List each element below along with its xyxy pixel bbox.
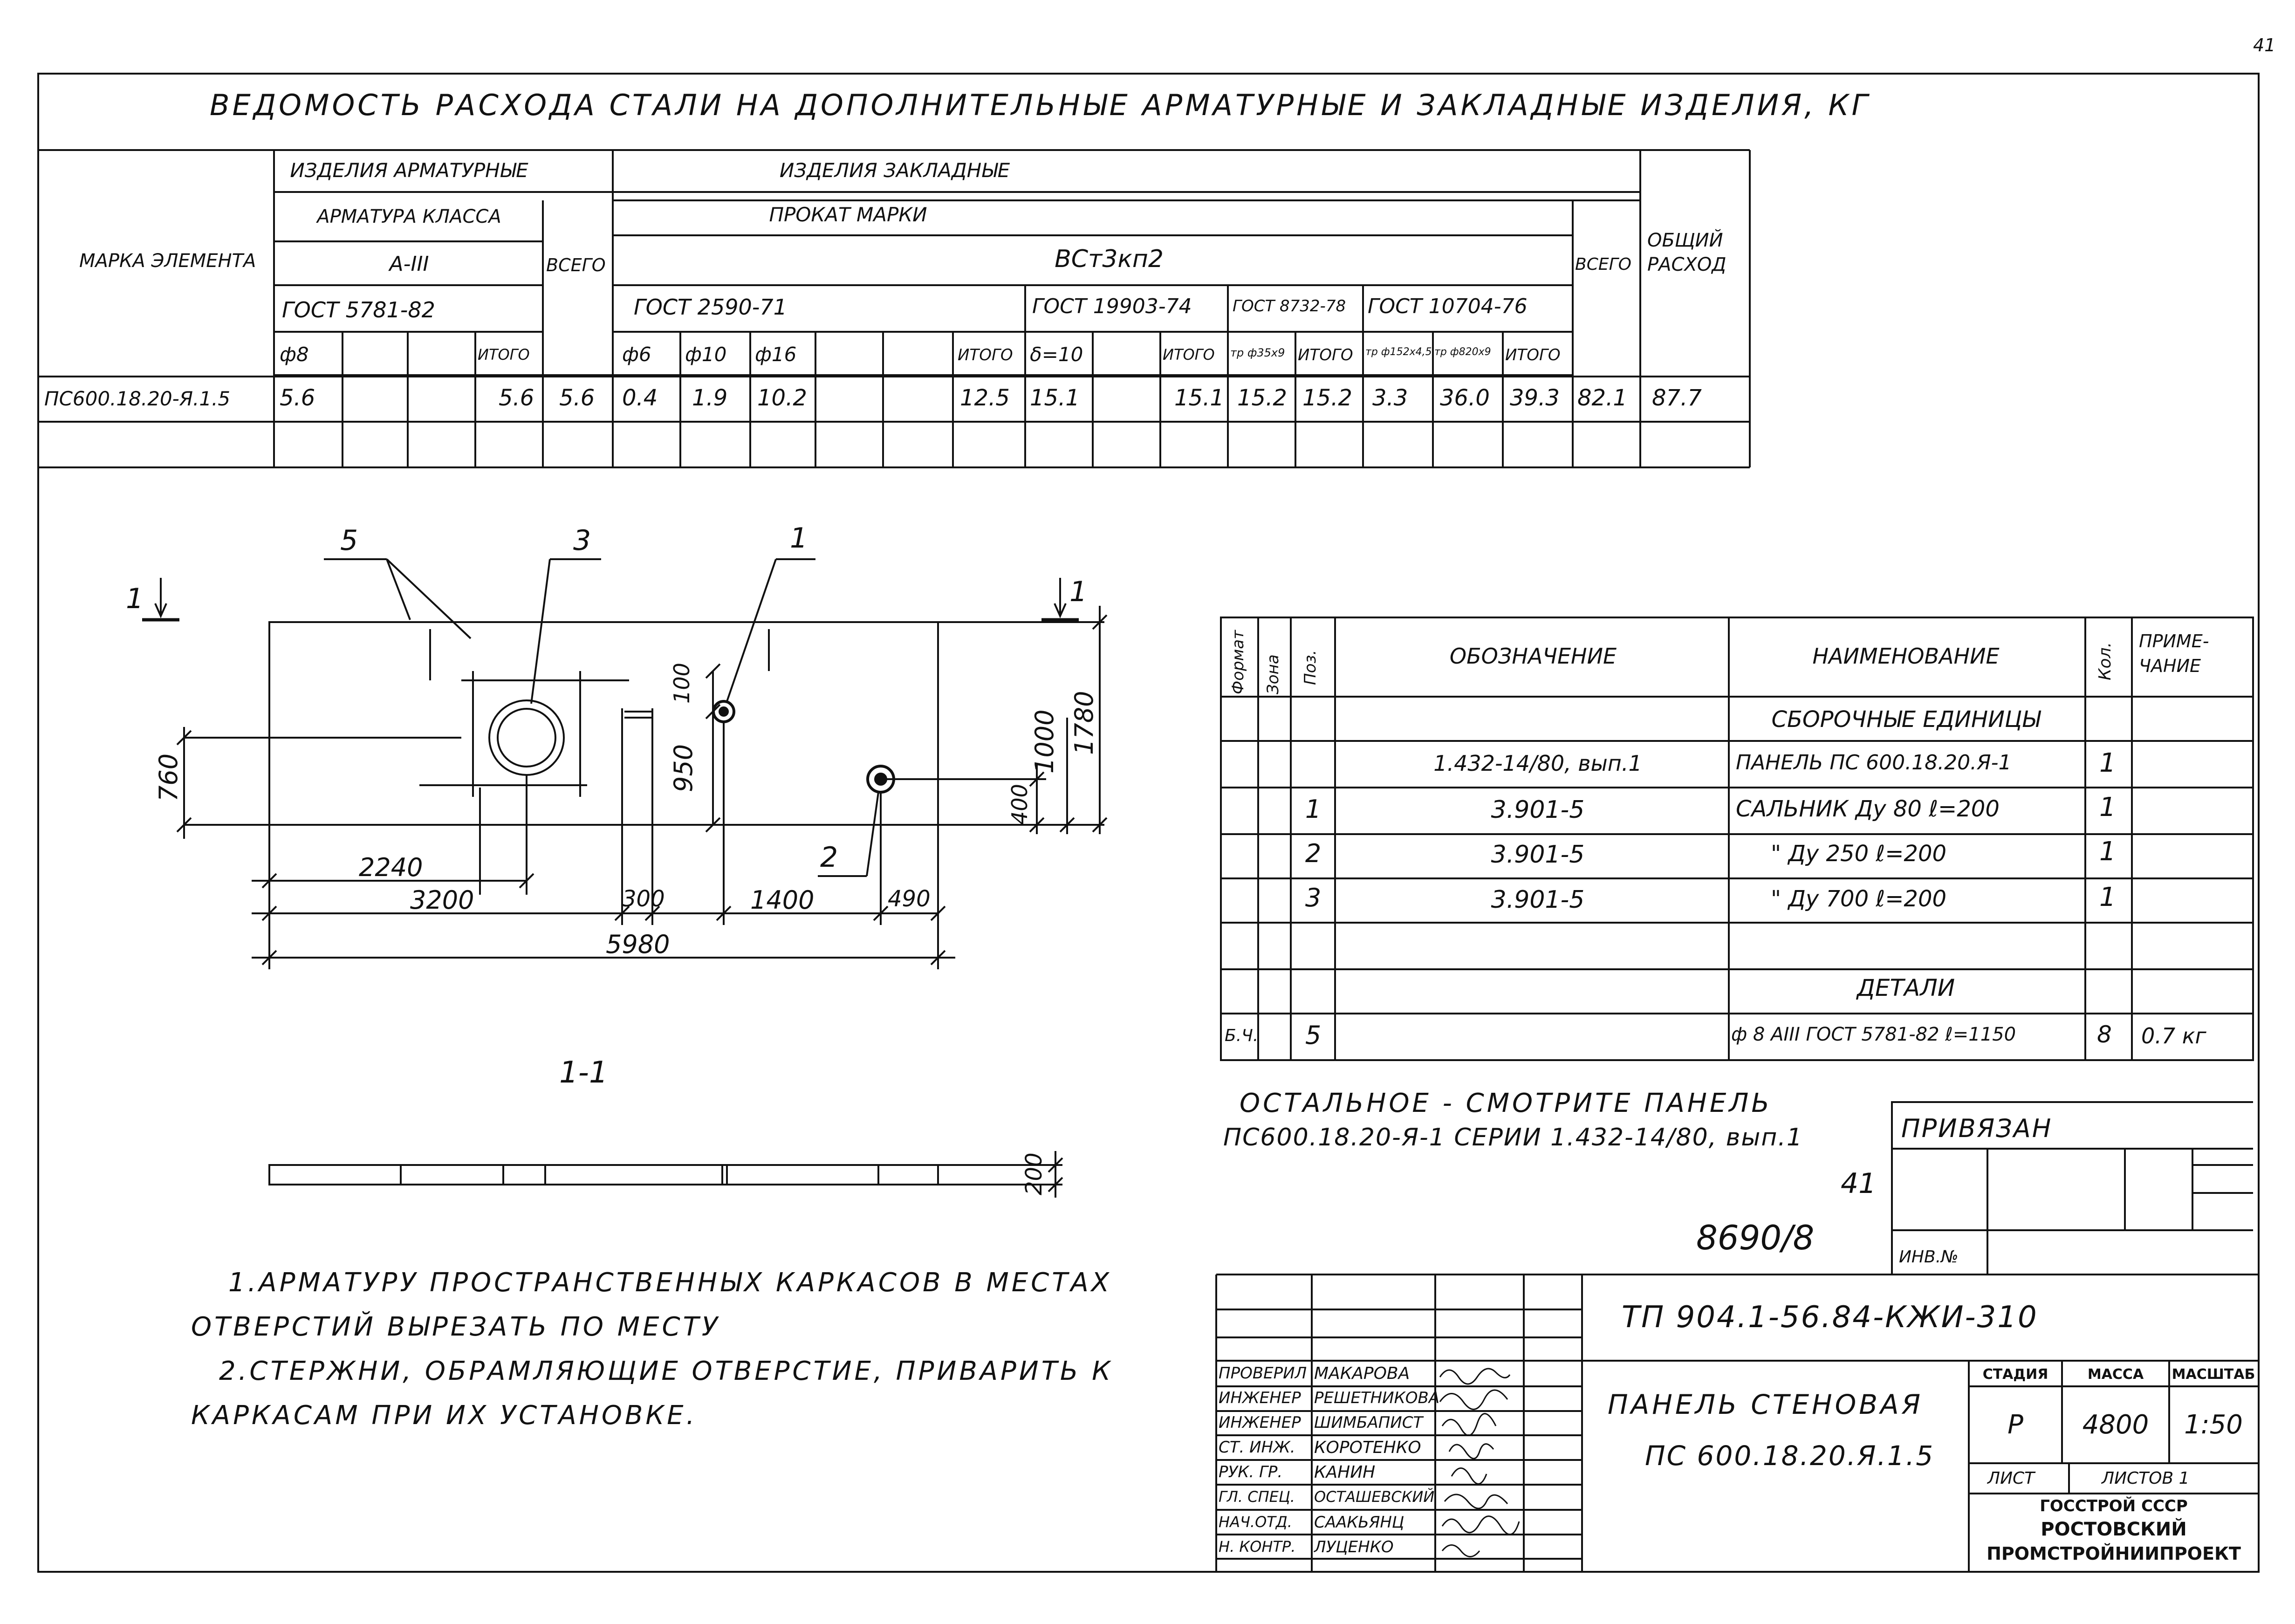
role-0: ПРОВЕРИЛ	[1219, 1364, 1307, 1383]
header-rebar-items: ИЗДЕЛИЯ АРМАТУРНЫЕ	[290, 159, 528, 182]
role-1: ИНЖЕНЕР	[1219, 1389, 1301, 1407]
spec-row-2-pos: 1	[1305, 795, 1322, 824]
header-steel-grade: ВСт3кп2	[1055, 245, 1164, 273]
dim-5980: 5980	[606, 930, 670, 959]
spec-row-3-qty: 1	[2099, 836, 2116, 867]
cell-itogo2: 12.5	[960, 385, 1010, 411]
dim-490: 490	[888, 886, 931, 912]
sub-f6: ф6	[622, 343, 651, 366]
spec-row-7-note: 0.7 кг	[2141, 1023, 2206, 1048]
spec-row-1-des: 1.432-14/80, вып.1	[1433, 751, 1642, 776]
page-number: 41	[2253, 35, 2276, 55]
section-mark-left: 1	[126, 582, 144, 615]
sub-itogo3: ИТОГО	[1163, 346, 1215, 363]
person-0: МАКАРОВА	[1314, 1364, 1410, 1383]
spec-h-format: Формат	[1229, 630, 1247, 694]
note-line-2: ОТВЕРСТИЙ ВЫРЕЗАТЬ ПО МЕСТУ	[191, 1312, 720, 1342]
spec-row-2-qty: 1	[2099, 792, 2116, 822]
inventory-label: ИНВ.№	[1899, 1247, 1959, 1267]
sub-itogo5: ИТОГО	[1505, 346, 1561, 364]
callout-2: 2	[820, 841, 838, 874]
sub-itogo4: ИТОГО	[1298, 346, 1353, 364]
spec-row-3-des: 3.901-5	[1491, 841, 1585, 869]
spec-row-1-qty: 1	[2099, 748, 2116, 778]
spec-row-3-name: " Ду 250 ℓ=200	[1771, 841, 1947, 867]
drawing-name-1: ПАНЕЛЬ СТЕНОВАЯ	[1608, 1389, 1923, 1420]
spec-h-pos: Поз.	[1301, 650, 1320, 685]
scale-header: МАСШТАБ	[2172, 1366, 2255, 1383]
dim-3200: 3200	[410, 885, 474, 915]
spec-row-4-name: " Ду 700 ℓ=200	[1771, 886, 1947, 912]
sheet-label: ЛИСТ	[1987, 1469, 2035, 1488]
sheet-number: 41	[1841, 1167, 1877, 1200]
cell-vsego1: 5.6	[559, 385, 595, 411]
person-1: РЕШЕТНИКОВА	[1314, 1389, 1440, 1407]
spec-h-designation: ОБОЗНАЧЕНИЕ	[1449, 644, 1617, 669]
role-2: ИНЖЕНЕР	[1219, 1413, 1301, 1432]
header-total-embedded: ВСЕГО	[1575, 255, 1631, 274]
spec-row-3-pos: 2	[1305, 839, 1322, 868]
role-5: ГЛ. СПЕЦ.	[1219, 1488, 1295, 1506]
spec-h-name: НАИМЕНОВАНИЕ	[1812, 644, 2000, 669]
scale-value: 1:50	[2184, 1410, 2243, 1440]
spec-row-7-fmt: Б.Ч.	[1225, 1026, 1259, 1045]
linked-label: ПРИВЯЗАН	[1901, 1114, 2053, 1143]
note-line-1: 1.АРМАТУРУ ПРОСТРАНСТВЕННЫХ КАРКАСОВ В МЕСТАХ	[228, 1268, 1112, 1298]
sub-itogo2: ИТОГО	[958, 346, 1013, 364]
header-rebar-class: АРМАТУРА КЛАССА	[317, 206, 501, 227]
header-grand-total: ОБЩИЙ РАСХОД	[1647, 230, 1726, 275]
drawing-name-2: ПС 600.18.20.Я.1.5	[1645, 1440, 1935, 1472]
role-3: СТ. ИНЖ.	[1219, 1438, 1295, 1457]
dim-400: 400	[1007, 784, 1032, 825]
header-rolled: ПРОКАТ МАРКИ	[769, 203, 927, 226]
steel-table-title: ВЕДОМОСТЬ РАСХОДА СТАЛИ НА ДОПОЛНИТЕЛЬНЫЕ АРМАТУРНЫЕ И ЗАКЛАДНЫЕ ИЗДЕЛИЯ, КГ	[210, 88, 1871, 122]
cell-itogo3: 15.1	[1174, 385, 1224, 411]
stage-header: СТАДИЯ	[1982, 1366, 2048, 1383]
spec-row-7-qty: 8	[2097, 1021, 2112, 1048]
spec-h-note: ПРИМЕ- ЧАНИЕ	[2139, 631, 2209, 677]
spec-row-2-name: САЛЬНИК Ду 80 ℓ=200	[1736, 796, 2000, 822]
spec-row-7-name: ф 8 АIII ГОСТ 5781-82 ℓ=1150	[1731, 1024, 2016, 1045]
remark-line-2: ПС600.18.20-Я-1 СЕРИИ 1.432-14/80, вып.1	[1223, 1124, 1803, 1151]
cell-tr35: 15.2	[1237, 385, 1287, 411]
cell-mark: ПС600.18.20-Я.1.5	[44, 387, 231, 410]
note-line-3: 2.СТЕРЖНИ, ОБРАМЛЯЮЩИЕ ОТВЕРСТИЕ, ПРИВАРИТЬ К	[219, 1356, 1113, 1386]
cell-f8: 5.6	[280, 385, 315, 411]
dim-1000: 1000	[1030, 709, 1059, 774]
header-gost-2590: ГОСТ 2590-71	[634, 295, 787, 320]
person-2: ШИМБАПИСТ	[1314, 1413, 1423, 1432]
inventory-number: 8690/8	[1696, 1218, 1815, 1257]
header-embedded: ИЗДЕЛИЯ ЗАКЛАДНЫЕ	[779, 159, 1010, 182]
role-6: НАЧ.ОТД.	[1219, 1513, 1292, 1531]
person-4: КАНИН	[1314, 1463, 1376, 1482]
cell-f10: 1.9	[692, 385, 728, 411]
dim-100: 100	[669, 663, 694, 704]
dim-1400: 1400	[750, 885, 815, 915]
spec-row-6-name: ДЕТАЛИ	[1857, 974, 1955, 1001]
spec-row-7-pos: 5	[1305, 1021, 1322, 1050]
header-total-rebar: ВСЕГО	[546, 255, 606, 275]
note-line-4: КАРКАСАМ ПРИ ИХ УСТАНОВКЕ.	[191, 1400, 698, 1431]
dim-950: 950	[669, 744, 698, 792]
sub-tr152: тр ф152х4,5	[1365, 346, 1432, 358]
sub-f16: ф16	[755, 343, 797, 366]
person-7: ЛУЦЕНКО	[1314, 1538, 1394, 1556]
header-gost-rebar: ГОСТ 5781-82	[282, 297, 435, 322]
dim-1780: 1780	[1069, 691, 1099, 755]
stage-value: Р	[2007, 1410, 2023, 1440]
callout-3: 3	[573, 524, 591, 557]
cell-total: 87.7	[1652, 385, 1702, 411]
header-class: А-III	[389, 252, 429, 276]
sub-tr35: тр ф35х9	[1230, 346, 1285, 359]
header-gost-8732: ГОСТ 8732-78	[1233, 297, 1346, 315]
mass-header: МАССА	[2087, 1366, 2144, 1383]
dim-300: 300	[622, 886, 665, 912]
section-title: 1-1	[559, 1055, 608, 1090]
cell-f6: 0.4	[622, 385, 658, 411]
cell-itogo5: 39.3	[1510, 385, 1560, 411]
sheets-label: ЛИСТОВ 1	[2102, 1469, 2190, 1488]
sub-itogo1: ИТОГО	[478, 346, 530, 363]
sub-f10: ф10	[685, 343, 727, 366]
person-3: КОРОТЕНКО	[1314, 1438, 1421, 1457]
spec-h-qty: Кол.	[2096, 642, 2115, 680]
dim-200: 200	[1021, 1152, 1047, 1195]
spec-row-1-name: ПАНЕЛЬ ПС 600.18.20.Я-1	[1736, 751, 2012, 774]
person-5: ОСТАШЕВСКИЙ	[1314, 1488, 1435, 1506]
org-line-3: ПРОМСТРОЙНИИПРОЕКТ	[1987, 1543, 2241, 1564]
callout-5: 5	[340, 524, 358, 557]
cell-f16: 10.2	[757, 385, 807, 411]
dim-760: 760	[154, 753, 183, 802]
cell-vsego2: 82.1	[1577, 385, 1627, 411]
section-mark-right: 1	[1069, 576, 1088, 608]
header-gost-19903: ГОСТ 19903-74	[1032, 295, 1192, 318]
drawing-code: ТП 904.1-56.84-КЖИ-310	[1622, 1300, 2038, 1335]
cell-tr820: 36.0	[1440, 385, 1490, 411]
org-line-2: РОСТОВСКИЙ	[2041, 1519, 2187, 1540]
spec-row-4-des: 3.901-5	[1491, 886, 1585, 914]
header-element-mark: МАРКА ЭЛЕМЕНТА	[79, 250, 256, 272]
cell-itogo4: 15.2	[1302, 385, 1352, 411]
role-7: Н. КОНТР.	[1219, 1538, 1296, 1555]
spec-row-4-pos: 3	[1305, 883, 1322, 912]
spec-row-2-des: 3.901-5	[1491, 796, 1585, 824]
sub-tr820: тр ф820х9	[1434, 346, 1491, 358]
spec-row-0-name: СБОРОЧНЫЕ ЕДИНИЦЫ	[1771, 706, 2041, 733]
role-4: РУК. ГР.	[1219, 1463, 1283, 1481]
dim-2240: 2240	[359, 853, 423, 882]
cell-itogo1: 5.6	[499, 385, 534, 411]
spec-row-4-qty: 1	[2099, 882, 2116, 912]
header-gost-10704: ГОСТ 10704-76	[1368, 295, 1528, 318]
org-line-1: ГОССТРОЙ СССР	[2040, 1497, 2188, 1515]
cell-d10: 15.1	[1030, 385, 1080, 411]
spec-h-zone: Зона	[1264, 654, 1282, 694]
sub-f8: ф8	[280, 343, 309, 366]
sub-d10: δ=10	[1030, 343, 1083, 366]
remark-line-1: ОСТАЛЬНОЕ - СМОТРИТЕ ПАНЕЛЬ	[1240, 1088, 1772, 1118]
mass-value: 4800	[2082, 1410, 2149, 1440]
cell-tr152: 3.3	[1372, 385, 1408, 411]
person-6: СААКЬЯНЦ	[1314, 1513, 1404, 1532]
callout-1: 1	[790, 522, 808, 555]
